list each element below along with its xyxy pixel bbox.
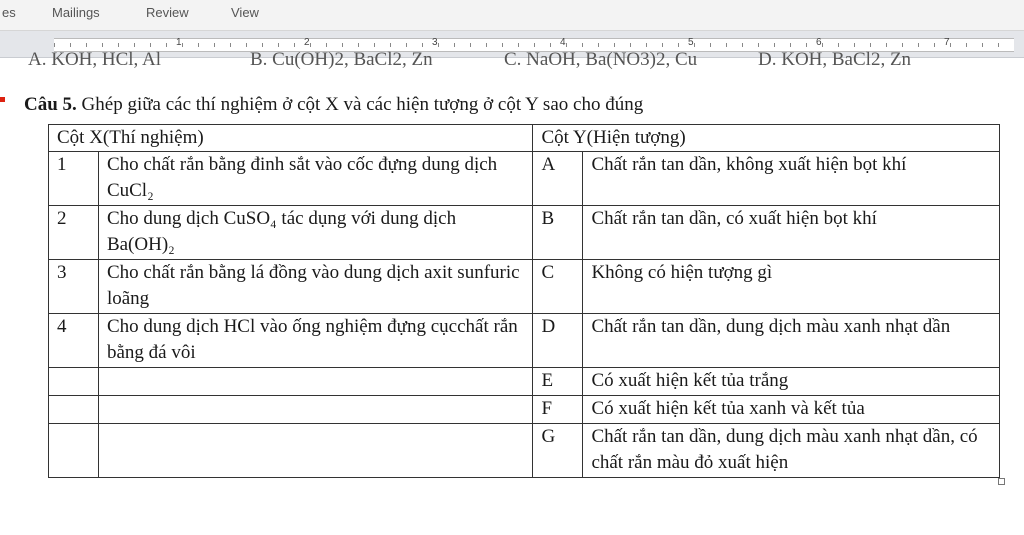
ruler-tick: [902, 43, 903, 47]
table-row: [49, 368, 1000, 396]
phenomenon-key: F: [533, 396, 583, 424]
answer-a: A. KOH, HCl, Al: [28, 49, 162, 70]
ruler-tick: [934, 43, 935, 47]
ruler-tick: [630, 43, 631, 47]
ruler-tick: [742, 43, 743, 47]
ruler-tick: [230, 43, 231, 47]
red-marker: [0, 97, 5, 102]
ruler-tick: [678, 43, 679, 47]
phenomenon-cell: Chất rắn tan dần, không xuất hiện bọt khí: [583, 152, 1000, 206]
ruler-tick: [182, 43, 183, 47]
ruler-tick: [582, 43, 583, 47]
ruler-tick: [358, 43, 359, 47]
ruler-tick: [854, 43, 855, 47]
ruler-tick: [198, 43, 199, 47]
ruler-tick: [262, 43, 263, 47]
experiment-cell: Cho chất rắn bằng đinh sắt vào cốc đựng dung dịch CuCl₂: [98, 152, 533, 206]
ruler-tick: [598, 43, 599, 47]
ruler-tick: [406, 43, 407, 47]
phenomenon-key: E: [533, 368, 583, 396]
phenomenon-cell: Chất rắn tan dần, dung dịch màu xanh nhạt dần: [583, 314, 1000, 368]
phenomenon-key: D: [533, 314, 583, 368]
ruler-number: 3: [432, 37, 438, 48]
ruler-tick: [150, 43, 151, 47]
ruler-tick: [710, 43, 711, 47]
ruler-tick: [134, 43, 135, 47]
phenomenon-cell: Chất rắn tan dần, có xuất hiện bọt khí: [583, 206, 1000, 260]
ruler-tick: [374, 43, 375, 47]
matching-table: [48, 124, 1000, 478]
ruler-tick: [966, 43, 967, 47]
ruler-tick: [326, 43, 327, 47]
ruler-tick: [70, 43, 71, 47]
row-number: [49, 424, 99, 478]
phenomenon-cell: Không có hiện tượng gì: [583, 260, 1000, 314]
table-row: [49, 260, 1000, 314]
ruler-tick: [950, 43, 951, 47]
phenomenon-cell: Chất rắn tan dần, dung dịch màu xanh nhạt dần, có chất rắn màu đỏ xuất hiện: [583, 424, 1000, 478]
ruler-tick: [86, 43, 87, 47]
answer-d: D. KOH, BaCl2, Zn: [758, 49, 912, 70]
ruler-tick: [838, 43, 839, 47]
ruler-tick: [278, 43, 279, 47]
ruler-number: 5: [688, 37, 694, 48]
ruler-tick: [550, 43, 551, 47]
phenomenon-key: C: [533, 260, 583, 314]
table-row: [49, 206, 1000, 260]
row-number: 4: [49, 314, 99, 368]
table-row: [49, 396, 1000, 424]
ruler-tick: [566, 43, 567, 47]
ruler-tick: [918, 43, 919, 47]
header-column-y: Cột Y(Hiện tượng): [533, 125, 1000, 152]
ruler-tick: [454, 43, 455, 47]
ribbon-tab-view[interactable]: View: [231, 5, 259, 20]
experiment-cell: [98, 396, 533, 424]
table-row: [49, 152, 1000, 206]
phenomenon-cell: Có xuất hiện kết tủa xanh và kết tủa: [583, 396, 1000, 424]
ruler-tick: [470, 43, 471, 47]
ruler-tick: [102, 43, 103, 47]
ruler-tick: [342, 43, 343, 47]
question-label: Câu 5.: [24, 94, 77, 115]
ruler-tick: [774, 43, 775, 47]
ruler-number: 6: [816, 37, 822, 48]
ribbon-tab-cut[interactable]: es: [2, 5, 16, 20]
ruler-tick: [998, 43, 999, 47]
ruler-tick: [726, 43, 727, 47]
ruler-tick: [246, 43, 247, 47]
ruler-tick: [518, 43, 519, 47]
ruler-tick: [614, 43, 615, 47]
experiment-cell: Cho chất rắn bằng lá đồng vào dung dịch axit sunfuric loãng: [98, 260, 533, 314]
ribbon-bar: [0, 0, 1024, 31]
header-column-x: Cột X(Thí nghiệm): [49, 125, 533, 152]
row-number: [49, 396, 99, 424]
ruler-tick: [534, 43, 535, 47]
answer-c: C. NaOH, Ba(NO3)2, Cu: [504, 49, 698, 70]
experiment-cell: [98, 368, 533, 396]
ruler-number: 1: [176, 37, 182, 48]
row-number: 3: [49, 260, 99, 314]
experiment-cell: Cho dung dịch CuSO₄ tác dụng với dung dịch Ba(OH)₂: [98, 206, 533, 260]
ruler-tick: [662, 43, 663, 47]
ruler-tick: [822, 43, 823, 47]
ruler-tick: [982, 43, 983, 47]
row-number: 1: [49, 152, 99, 206]
ribbon-tab-review[interactable]: Review: [146, 5, 189, 20]
question-text: Ghép giữa các thí nghiệm ở cột X và các hiện tượng ở cột Y sao cho đúng: [81, 94, 644, 115]
ribbon-tab-mailings[interactable]: Mailings: [52, 5, 100, 20]
ruler-number: 7: [944, 37, 950, 48]
ruler-tick: [118, 43, 119, 47]
ruler-tick: [806, 43, 807, 47]
table-resize-handle[interactable]: [998, 478, 1005, 485]
answer-b: B. Cu(OH)2, BaCl2, Zn: [250, 49, 433, 70]
ruler-tick: [870, 43, 871, 47]
phenomenon-key: B: [533, 206, 583, 260]
ruler-tick: [790, 43, 791, 47]
table-row: [49, 314, 1000, 368]
ruler-number: 4: [560, 37, 566, 48]
ruler-tick: [886, 43, 887, 47]
ruler-tick: [214, 43, 215, 47]
ruler-tick: [422, 43, 423, 47]
ruler-tick: [438, 43, 439, 47]
ruler-tick: [310, 43, 311, 47]
table-row: [49, 424, 1000, 478]
ruler-tick: [166, 43, 167, 47]
phenomenon-key: G: [533, 424, 583, 478]
phenomenon-key: A: [533, 152, 583, 206]
ruler-tick: [694, 43, 695, 47]
ruler-tick: [54, 43, 55, 47]
row-number: 2: [49, 206, 99, 260]
ruler-tick: [758, 43, 759, 47]
ruler-tick: [502, 43, 503, 47]
question: [24, 94, 643, 116]
experiment-cell: [98, 424, 533, 478]
ruler-tick: [486, 43, 487, 47]
table-header-row: [49, 125, 1000, 152]
ruler-tick: [646, 43, 647, 47]
experiment-cell: Cho dung dịch HCl vào ống nghiệm đựng cụcchất rắn bằng đá vôi: [98, 314, 533, 368]
ruler-number: 2: [304, 37, 310, 48]
ruler-tick: [294, 43, 295, 47]
ruler-tick: [390, 43, 391, 47]
row-number: [49, 368, 99, 396]
phenomenon-cell: Có xuất hiện kết tủa trắng: [583, 368, 1000, 396]
